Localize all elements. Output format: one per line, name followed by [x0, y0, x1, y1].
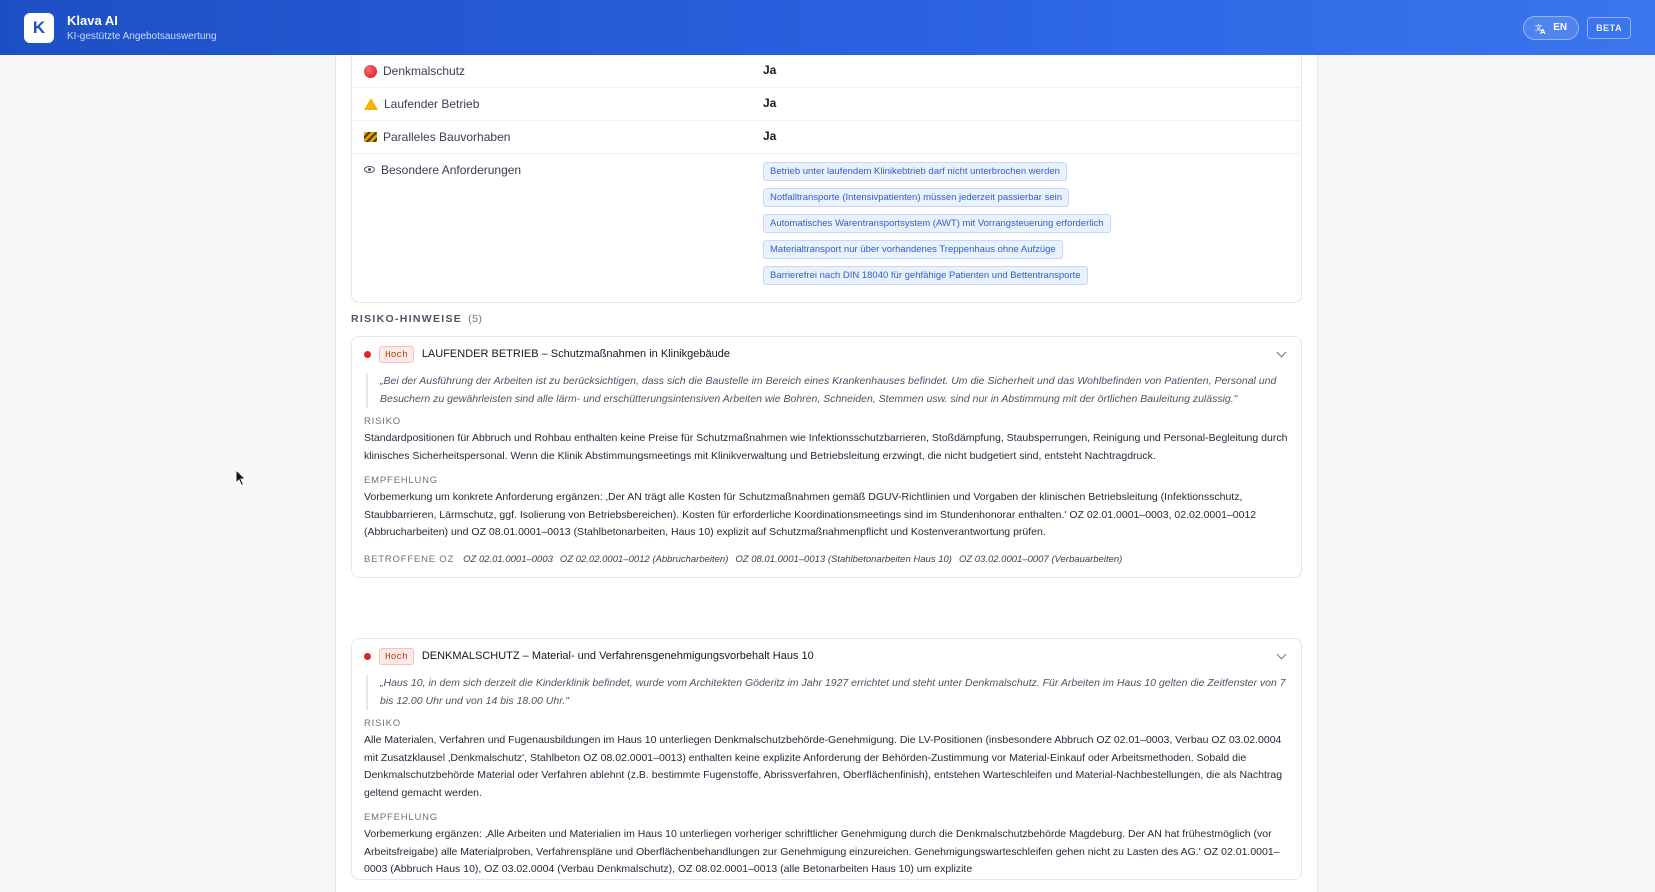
recommendation-label: EMPFEHLUNG — [364, 812, 438, 823]
app-logo[interactable]: K — [24, 13, 54, 43]
risk-text: Alle Materialen, Verfahren und Fugenausbildungen im Haus 10 unterliegen Denkmalschutzbehörde-Genehmigung. Die LV-Positionen (insbesondere Abbruch OZ 02.01–0003, Verbau OZ 03.02.0004 mit Zusatzklausel ‚Denkmalschutz', Stahlbeton OZ 08.02.0001–0013) enthalten keine explizite Anforderung der Behörden-Zustimmung vor Material-Einkauf oder Arbeitsmethoden. Sobald die Denkmalschutzbehörde Material oder Verfahren ablehnt (z.B. bestimmte Fugenstoffe, Abrissverfahren, Oberflächenfinish), entstehen Warteschleifen und Material-Nachbestellungen, die als Nachtrag geltend gemacht werden. — [364, 734, 1283, 799]
risk-card-header[interactable] — [364, 337, 1289, 371]
risk-text: Standardpositionen für Abbruch und Rohbau enthalten keine Preise für Schutzmaßnahmen wie Infektionsschutzbarrieren, Stoßdämpfung, Staubsperrungen, Reinigung und Personal-Begleitung durch klinisches Sicherheitspersonal. Wenn die Klinik Abstimmungsmeetings mit Klinikverwaltung und Betriebsleitung erzwingt, die nicht budgetiert sind, entsteht Nachtragdruck. — [364, 432, 1288, 462]
oz-item: OZ 03.02.0001–0007 (Verbauarbeiten) — [958, 553, 1123, 565]
main-panel — [335, 55, 1318, 892]
severity-badge: Hoch — [379, 648, 414, 665]
header-actions — [1523, 16, 1631, 40]
section-heading: RISIKO-HINWEISE — [351, 313, 463, 325]
requirement-chip: Barrierefrei nach DIN 18040 für gehfähige Patienten und Bettentransporte — [763, 266, 1088, 285]
risks-section-title — [351, 313, 1302, 325]
requirements-chips — [751, 154, 1301, 302]
risk-quote: „Bei der Ausführung der Arbeiten ist zu berücksichtigen, dass sich die Baustelle im Bereich eines Krankenhauses befindet. Um die Sicherheit und das Wohlbefinden von Patienten, Personal und Besuchern zu gewährleisten sind alle lärm- und erschütterungsintensiven Arbeiten wie Bohren, Schneiden, Stemmen usw. sind nur in Abstimmung mit der örtlichen Bauleitung zulässig." — [366, 373, 1289, 408]
risk-count: (5) — [468, 313, 483, 325]
translate-icon — [1535, 22, 1547, 34]
recommendation-label: EMPFEHLUNG — [364, 475, 438, 486]
risk-label: RISIKO — [364, 416, 402, 427]
recommendation-text: Vorbemerkung um konkrete Anforderung ergänzen: ‚Der AN trägt alle Kosten für Schutzmaßnahmen gemäß DGUV-Richtlinien und Vorgaben der klinischen Betriebsleitung (Infektionsschutz, Staubbarrieren, Lärmschutz, ggf. Isolierung von Betriebsbereichen). Kosten für erforderliche Koordinationsmeetings sind im Stundenhonorar enthalten.' OZ 02.01.0001–0003, 02.02.0001–0012 (Abbrucharbeiten) und OZ 08.01.0001–0013 (Stahlbetonarbeiten, Haus 10) explizit auf Schutzmaßnahmenpflicht und Kostenverantwortung prüfen. — [364, 491, 1257, 538]
chevron-down-icon[interactable] — [1277, 650, 1287, 660]
affected-oz-list — [463, 554, 1122, 565]
app-subtitle: KI-gestützte Angebotsauswertung — [67, 31, 217, 42]
risk-card-header[interactable] — [364, 639, 1289, 673]
requirement-chip: Notfalltransporte (Intensivpatienten) müssen jederzeit passierbar sein — [763, 188, 1069, 207]
severity-dot-icon — [364, 351, 371, 358]
app-title: Klava AI — [67, 13, 118, 28]
beta-badge: BETA — [1587, 17, 1631, 39]
recommendation-text: Vorbemerkung ergänzen: ‚Alle Arbeiten und Materialien im Haus 10 unterliegen vorheriger schriftlicher Genehmigung durch die Denkmalschutzbehörde Magdeburg. Der AN hat frühestmöglich (vor Arbeitsfreigabe) alle Materialproben, Verfahrenspläne und Oberflächenbehandlungen zur Genehmigung einzureichen. Genehmigungswarteschleifen gehen nicht zu Lasten des AG.' OZ 02.01.0001–0003 (Abbruch Haus 10), OZ 03.02.0004 (Verbau Denkmalschutz), OZ 08.02.0001–0013 (alle Betonarbeiten Haus 10) um explizite — [364, 828, 1280, 875]
risk-title: LAUFENDER BETRIEB – Schutzmaßnahmen in Klinikgebäude — [421, 348, 730, 360]
oz-item: OZ 02.02.0001–0012 (Abbrucharbeiten) — [559, 553, 729, 565]
mouse-cursor-icon — [235, 469, 247, 487]
risk-label: RISIKO — [364, 718, 402, 729]
property-row — [352, 121, 1301, 154]
brand — [67, 13, 217, 42]
oz-item: OZ 02.01.0001–0003 — [463, 553, 553, 565]
risk-title: DENKMALSCHUTZ – Material- und Verfahrensgenehmigungsvorbehalt Haus 10 — [421, 650, 814, 662]
property-row — [352, 88, 1301, 121]
property-key: Paralleles Bauvorhaben — [383, 130, 511, 144]
requirement-chip: Automatisches Warentransportsystem (AWT) mit Vorrangsteuerung erforderlich — [763, 214, 1111, 233]
property-value: Ja — [763, 129, 777, 143]
requirement-chip: Betrieb unter laufendem Klinikebtrieb darf nicht unterbrochen werden — [763, 162, 1067, 181]
affected-oz-label: BETROFFENE OZ — [364, 553, 455, 565]
oz-item: OZ 08.01.0001–0013 (Stahlbetonarbeiten Haus 10) — [735, 553, 952, 565]
properties-table — [351, 55, 1302, 303]
property-key: Laufender Betrieb — [384, 97, 480, 111]
risk-card — [351, 336, 1302, 578]
property-value: Ja — [763, 96, 777, 110]
risk-card — [351, 638, 1302, 880]
property-value: Ja — [763, 63, 777, 77]
language-label: EN — [1553, 22, 1568, 33]
property-row-special-requirements — [352, 154, 1301, 302]
svg-text:文: 文 — [1535, 23, 1543, 32]
requirement-chip: Materialtransport nur über vorhandenes Treppenhaus ohne Aufzüge — [763, 240, 1063, 259]
affected-oz-row — [364, 554, 1289, 577]
severity-badge: Hoch — [379, 346, 414, 363]
chevron-down-icon[interactable] — [1277, 348, 1287, 358]
red-circle-icon — [364, 65, 377, 78]
property-key: Denkmalschutz — [383, 64, 466, 78]
property-key: Besondere Anforderungen — [381, 163, 522, 177]
top-bar — [0, 0, 1655, 55]
svg-text:A: A — [1540, 27, 1546, 34]
eye-icon — [364, 166, 375, 173]
severity-dot-icon — [364, 653, 371, 660]
language-toggle-button[interactable] — [1523, 16, 1579, 40]
construction-barrier-icon — [364, 132, 377, 142]
risk-quote: „Haus 10, in dem sich derzeit die Kinderklinik befindet, wurde vom Architekten Göderitz im Jahr 1927 errichtet und steht unter Denkmalschutz. Für Arbeiten im Haus 10 gelten die Zeitfenster von 7 bis 12.00 Uhr und von 14 bis 18.00 Uhr." — [366, 675, 1289, 710]
warning-icon — [364, 98, 378, 110]
property-row — [352, 55, 1301, 88]
